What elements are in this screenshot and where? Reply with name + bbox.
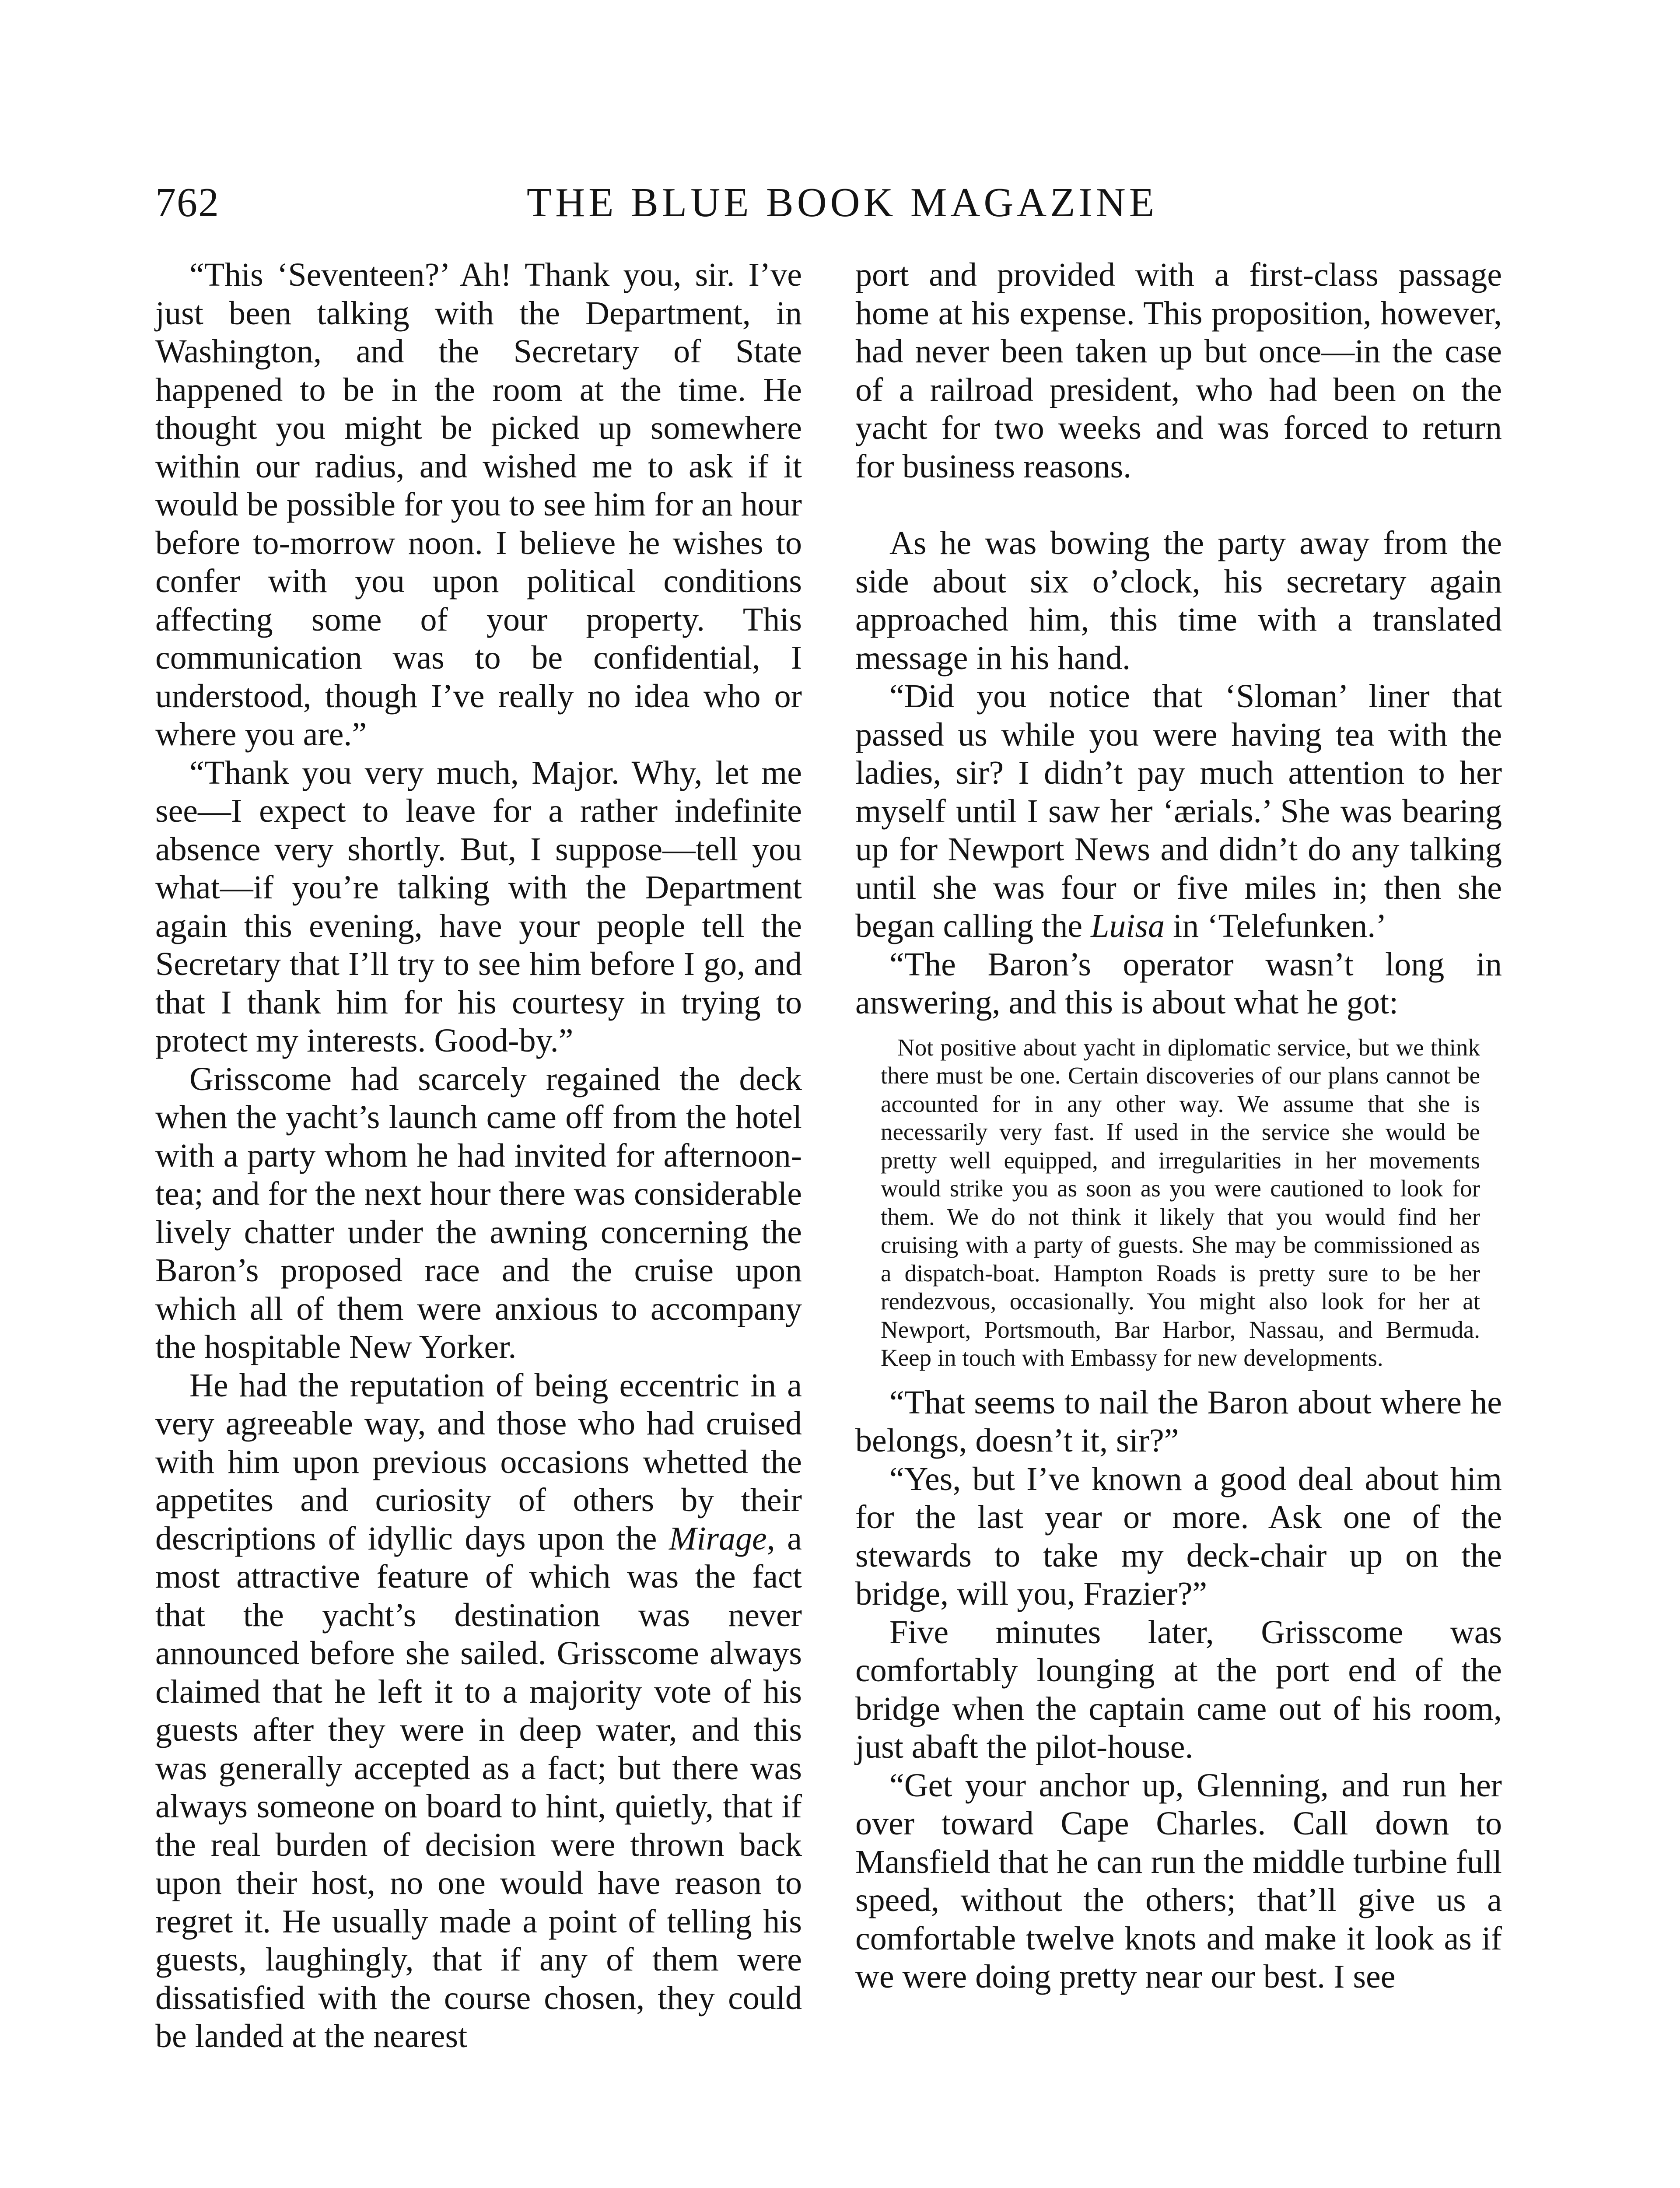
right-column xyxy=(855,256,1502,1996)
ship-name: Luisa xyxy=(1091,908,1165,944)
paragraph-text: He had the reputation of being eccentric in a very agreeable way, and those who had cruised with him upon previous occasions whetted the appetites and curiosity of others by their descriptions of idyllic days upon the xyxy=(155,1367,802,1557)
paragraph: Five minutes later, Grisscome was comfortably lounging at the port end of the bridge when the captain came out of his room, just abaft the pilot-house. xyxy=(855,1613,1502,1765)
yacht-name: Mirage xyxy=(669,1520,767,1557)
paragraph xyxy=(855,677,1502,946)
paragraph: “Get your anchor up, Glenning, and run her over toward Cape Charles. Call down to Mansfield that he can run the middle turbine full speed, without the others; that’ll give us a comfortable twelve knots and make it look as if we were doing pretty near our best. I see xyxy=(855,1767,1502,1995)
paragraph xyxy=(155,1367,802,2056)
magazine-title: THE BLUE BOOK MAGAZINE xyxy=(526,180,1158,225)
paragraph-text: in ‘Telefunken.’ xyxy=(1165,908,1387,944)
paragraph-text: , a most attractive feature of which was the fact that the yacht’s destination was never announced before she sailed. Grisscome always claimed that he left it to a majority vote of his guests after they were in deep water, and this was generally accepted as a fact; but there was always someone on board to hint, quietly, that if the real burden of decision were thrown back upon their host, no one would have reason to regret it. He usually made a point of telling his guests, laughingly, that if any of them were dissatisfied with the course chosen, they could be landed at the nearest xyxy=(155,1520,802,2055)
left-column xyxy=(155,256,802,2056)
paragraph: “That seems to nail the Baron about where he belongs, doesn’t it, sir?” xyxy=(855,1384,1502,1459)
paragraph: Grisscome had scarcely regained the deck when the yacht’s launch came off from the hotel with a party whom he had invited for afternoon-tea; and for the next hour there was considerable lively chatter under the awning concerning the Baron’s proposed race and the cruise upon which all of them were anxious to accompany the hospitable New Yorker. xyxy=(155,1060,802,1365)
paragraph: port and provided with a first-class passage home at his expense. This proposition, however, had never been taken up but once—in the case of a railroad president, who had been on the yacht for two weeks and was forced to return for business reasons. xyxy=(855,256,1502,485)
message-text: Not positive about yacht in diplomatic service, but we think there must be one. Certain discoveries of our plans cannot be accounted for in any other way. We assume that she is necessarily very fast. If used in the service she would be pretty well equipped, and irregularities in her movements would strike you as soon as you were cautioned to look for them. We do not think it likely that you would find her cruising with a party of guests. She may be commissioned as a dispatch-boat. Hampton Roads is pretty sure to be her rendezvous, occasionally. You might also look for her at Newport, Portsmouth, Bar Harbor, Nassau, and Bermuda. Keep in touch with Embassy for new developments. xyxy=(881,1034,1480,1371)
paragraph: As he was bowing the party away from the side about six o’clock, his secretary again approached him, this time with a translated message in his hand. xyxy=(855,525,1502,677)
paragraph: “Yes, but I’ve known a good deal about him for the last year or more. Ask one of the stewards to take my deck-chair up on the bridge, will you, Frazier?” xyxy=(855,1460,1502,1612)
page-number: 762 xyxy=(155,180,220,225)
wireless-message xyxy=(881,1034,1480,1372)
paragraph: “This ‘Seventeen?’ Ah! Thank you, sir. I’ve just been talking with the Department, in Washington, and the Secretary of State happened to be in the room at the time. He thought you might be picked up somewhere within our radius, and wished me to ask if it would be possible for you to see him for an hour before to-morrow noon. I believe he wishes to confer with you upon political conditions affecting some of your property. This communication was to be confidential, I understood, though I’ve really no idea who or where you are.” xyxy=(155,256,802,753)
paragraph: “Thank you very much, Major. Why, let me see—I expect to leave for a rather indefinite absence very shortly. But, I suppose—tell you what—if you’re talking with the Department again this evening, have your people tell the Secretary that I’ll try to see him before I go, and that I thank him for his courtesy in trying to protect my interests. Good-by.” xyxy=(155,754,802,1059)
page-header xyxy=(155,174,1529,231)
paragraph: “The Baron’s operator wasn’t long in answering, and this is about what he got: xyxy=(855,946,1502,1021)
paragraph-text: “Did you notice that ‘Sloman’ liner that passed us while you were having tea with the ladies, sir? I didn’t pay much attention to her myself until I saw her ‘ærials.’ She was bearing up for Newport News and didn’t do any talking until she was four or five miles in; then she began calling the xyxy=(855,678,1502,944)
